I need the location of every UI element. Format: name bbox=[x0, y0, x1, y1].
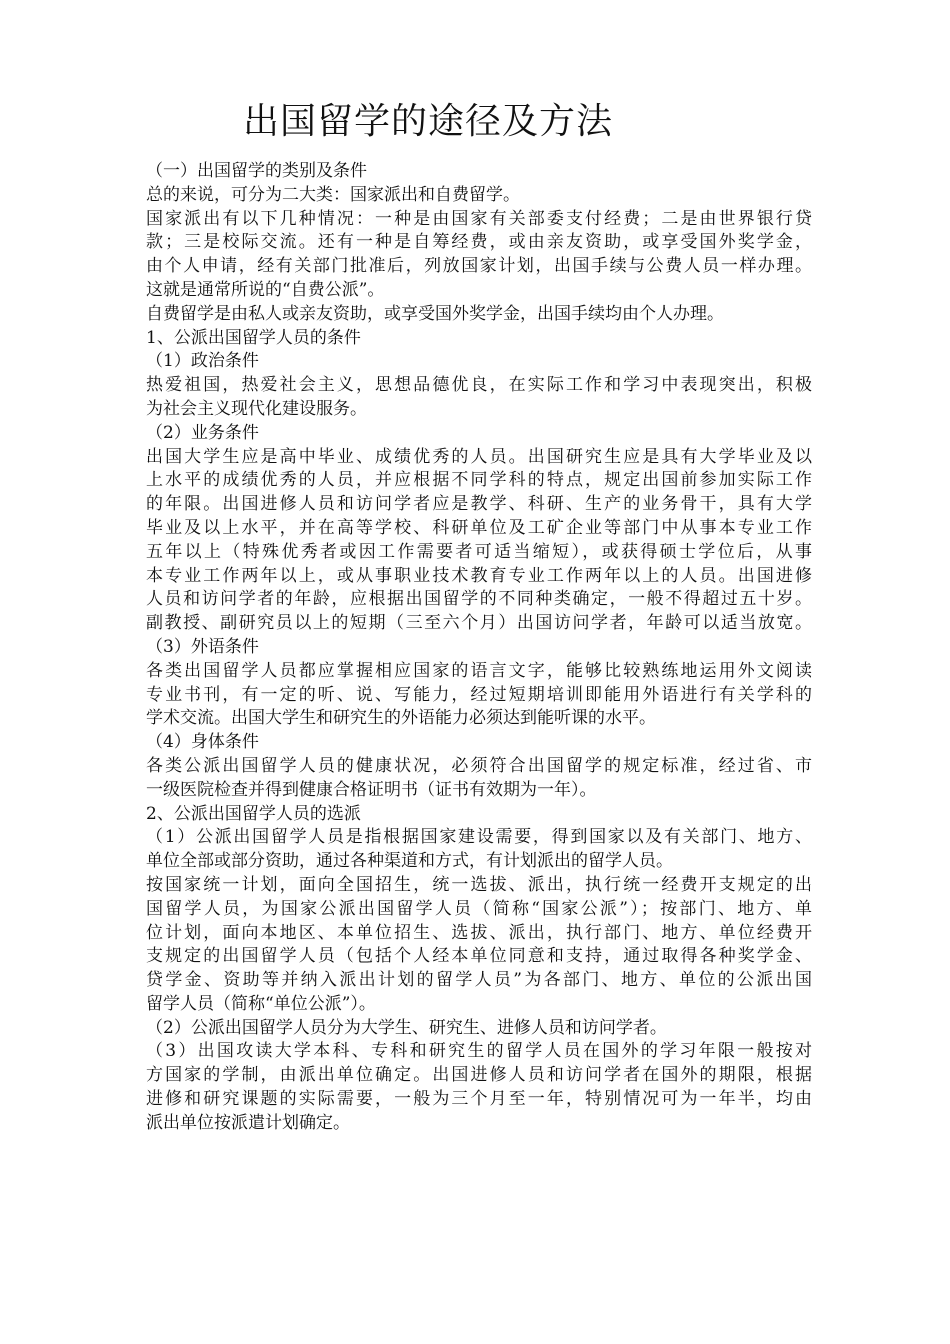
text-line: 专业书刊，有一定的听、说、写能力，经过短期培训即能用外语进行有关学科的 bbox=[146, 684, 812, 705]
document-body bbox=[146, 160, 812, 1136]
text-line: 人员和访问学者的年龄，应根据出国留学的不同种类确定，一般不得超过五十岁。 bbox=[146, 589, 812, 610]
text-line: （2）业务条件 bbox=[146, 422, 259, 443]
text-line: 本专业工作两年以上，或从事职业技术教育专业工作两年以上的人员。出国进修 bbox=[146, 565, 812, 586]
text-line: 总的来说，可分为二大类：国家派出和自费留学。 bbox=[146, 184, 520, 205]
text-line: 国家派出有以下几种情况：一种是由国家有关部委支付经费；二是由世界银行贷 bbox=[146, 208, 812, 229]
text-line: 方国家的学制，由派出单位确定。出国进修人员和访问学者在国外的期限，根据 bbox=[146, 1065, 812, 1086]
text-line: 各类出国留学人员都应掌握相应国家的语言文字，能够比较熟练地运用外文阅读 bbox=[146, 660, 812, 681]
text-line: 由个人申请，经有关部门批准后，列放国家计划，出国手续与公费人员一样办理。 bbox=[146, 256, 812, 277]
text-line: 这就是通常所说的“自费公派”。 bbox=[146, 279, 385, 300]
text-line: 位计划，面向本地区、本单位招生、选拔、派出，执行部门、地方、单位经费开 bbox=[146, 922, 812, 943]
text-line: 1、公派出国留学人员的条件 bbox=[146, 327, 361, 348]
text-line: 单位全部或部分资助，通过各种渠道和方式，有计划派出的留学人员。 bbox=[146, 851, 673, 872]
text-line: 2、公派出国留学人员的选派 bbox=[146, 803, 361, 824]
text-line: 国留学人员，为国家公派出国留学人员（简称“国家公派”）；按部门、地方、单 bbox=[146, 898, 812, 919]
text-line: 进修和研究课题的实际需要，一般为三个月至一年，特别情况可为一年半，均由 bbox=[146, 1089, 812, 1110]
text-line: （1）公派出国留学人员是指根据国家建设需要，得到国家以及有关部门、地方、 bbox=[146, 827, 812, 848]
text-line: 的年限。出国进修人员和访问学者应是教学、科研、生产的业务骨干，具有大学 bbox=[146, 494, 812, 515]
text-line: 学术交流。出国大学生和研究生的外语能力必须达到能听课的水平。 bbox=[146, 708, 656, 729]
text-line: 出国大学生应是高中毕业、成绩优秀的人员。出国研究生应是具有大学毕业及以 bbox=[146, 446, 812, 467]
text-line: 按国家统一计划，面向全国招生，统一选拔、派出，执行统一经费开支规定的出 bbox=[146, 874, 812, 895]
text-line: 一级医院检查并得到健康合格证明书（证书有效期为一年）。 bbox=[146, 779, 597, 800]
text-line: 为社会主义现代化建设服务。 bbox=[146, 398, 367, 419]
text-line: 支规定的出国留学人员（包括个人经本单位同意和支持，通过取得各种奖学金、 bbox=[146, 946, 812, 967]
text-line: 上水平的成绩优秀的人员，并应根据不同学科的特点，规定出国前参加实际工作 bbox=[146, 470, 812, 491]
text-line: （3）外语条件 bbox=[146, 636, 259, 657]
text-line: （一）出国留学的类别及条件 bbox=[146, 161, 367, 181]
text-line: 副教授、副研究员以上的短期（三至六个月）出国访问学者，年龄可以适当放宽。 bbox=[146, 613, 812, 634]
text-line: 款；三是校际交流。还有一种是自筹经费，或由亲友资助，或享受国外奖学金， bbox=[146, 232, 812, 253]
text-line: 五年以上（特殊优秀者或因工作需要者可适当缩短），或获得硕士学位后，从事 bbox=[146, 541, 812, 562]
text-line: （2）公派出国留学人员分为大学生、研究生、进修人员和访问学者。 bbox=[146, 1017, 667, 1038]
text-line: 留学人员（简称“单位公派”）。 bbox=[146, 993, 376, 1014]
text-line: （3）出国攻读大学本科、专科和研究生的留学人员在国外的学习年限一般按对 bbox=[146, 1041, 812, 1062]
text-line: （1）政治条件 bbox=[146, 351, 259, 372]
text-line: 贷学金、资助等并纳入派出计划的留学人员”为各部门、地方、单位的公派出国 bbox=[146, 970, 812, 991]
text-line: 自费留学是由私人或亲友资助，或享受国外奖学金，出国手续均由个人办理。 bbox=[146, 303, 724, 324]
text-line: （4）身体条件 bbox=[146, 732, 259, 753]
text-line: 派出单位按派遣计划确定。 bbox=[146, 1112, 350, 1133]
document-title: 出国留学的途径及方法 bbox=[243, 101, 614, 142]
text-line: 各类公派出国留学人员的健康状况，必须符合出国留学的规定标准，经过省、市 bbox=[146, 755, 812, 776]
text-line: 热爱祖国，热爱社会主义，思想品德优良，在实际工作和学习中表现突出，积极 bbox=[146, 375, 812, 396]
text-line: 毕业及以上水平，并在高等学校、科研单位及工矿企业等部门中从事本专业工作 bbox=[146, 517, 812, 538]
